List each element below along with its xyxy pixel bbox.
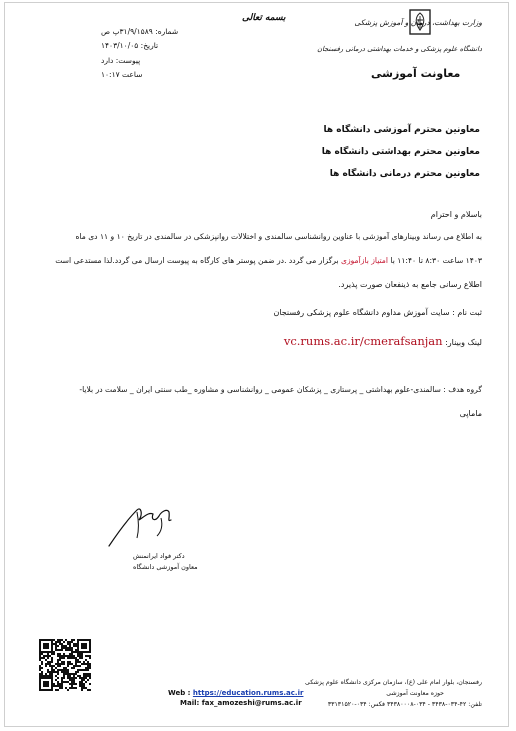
target-group-line-2: ماماپی [459, 409, 482, 418]
body-line-2-end: برگزار می گردد .در ضمن پوستر های کارگاه به پیوست ارسال می گردد.لذا مستدعی است [55, 256, 339, 265]
footer-mail-line [180, 699, 302, 707]
letter-attachment: پیوست: دارد [101, 56, 141, 65]
body-line-2 [55, 256, 482, 265]
letter-number: شماره: ۳۱/۹/۱۵۸۹پ ص [101, 27, 179, 36]
bismillah: بسمه تعالی [242, 13, 286, 23]
letter-page [4, 2, 509, 727]
ministry-line-2: دانشگاه علوم پزشکی و خدمات بهداشتی درمانی رفسنجان [317, 45, 482, 53]
department-name: معاونت آموزشی [371, 67, 461, 80]
letter-time: ساعت ۱۰:۱۷ [101, 70, 143, 79]
body-line-3: اطلاع رسانی جامع به ذینفعان صورت پذیرد. [338, 280, 482, 289]
footer-web-label: Web : [168, 689, 191, 697]
target-group-line-1: گروه هدف : سالمندی-علوم بهداشتی _ پرستاری _ پزشکان عمومی _ روانشناسی و مشاوره _طب سنتی ایران _ سلامت در بلایا- [79, 385, 482, 394]
body-line-2-start: ۱۴۰۳ ساعت ۸:۳۰ تا ۱۱:۴۰ با [390, 256, 482, 265]
webinar-line [284, 334, 482, 348]
retraining-credit-highlight: امتیاز بازآموزی [341, 256, 388, 265]
letter-date: تاریخ: ۱۴۰۳/۱۰/۰۵ [101, 41, 159, 50]
signer-name: دکتر فواد ایرانمنش [133, 552, 185, 560]
qr-code-icon [39, 639, 91, 691]
footer-web-line [168, 689, 303, 697]
addressee-3: معاونین محترم درمانی دانشگاه ها [329, 169, 480, 179]
addressee-2: معاونین محترم بهداشتی دانشگاه ها [321, 147, 480, 157]
footer-address-1: رفسنجان، بلوار امام علی (ع)، سازمان مرکزی دانشگاه علوم پزشکی [305, 679, 482, 686]
footer-mail-label: Mail: [180, 699, 200, 707]
footer-mail-link[interactable]: fax_amozeshi@rums.ac.ir [201, 699, 302, 707]
ministry-line-1: وزارت بهداشت، درمان و آموزش پزشکی [354, 18, 482, 27]
footer-phone: تلفن: ۴۲-۰۳۴-۳۴۳۸ - ۰۳۴-۳۴۳۸۰۰۰۸ فکس: ۰۳۴-۳۳۱۳۱۵۲۰ [327, 701, 482, 708]
greeting: باسلام و احترام [430, 210, 482, 219]
webinar-link[interactable]: vc.rums.ac.ir/cmerafsanjan [283, 334, 443, 348]
registration-line: ثبت نام : سایت آموزش مداوم دانشگاه علوم پزشکی رفسنجان [273, 308, 482, 317]
webinar-label: لینک وبینار: [445, 338, 482, 347]
handwritten-signature-icon [97, 498, 197, 553]
body-line-1: به اطلاع می رساند وبینارهای آموزشی با عناوین روانشناسی سالمندی و اختلالات روانپزشکی در سالمندی در تاریخ ۱۰ و ۱۱ دی ماه [75, 232, 482, 241]
footer-address-2: حوزه معاونت آموزشی [386, 690, 444, 697]
signer-title: معاون آموزشی دانشگاه [133, 563, 198, 571]
addressee-1: معاونین محترم آموزشی دانشگاه ها [323, 125, 480, 135]
footer-web-link[interactable]: https://education.rums.ac.ir [192, 689, 304, 697]
